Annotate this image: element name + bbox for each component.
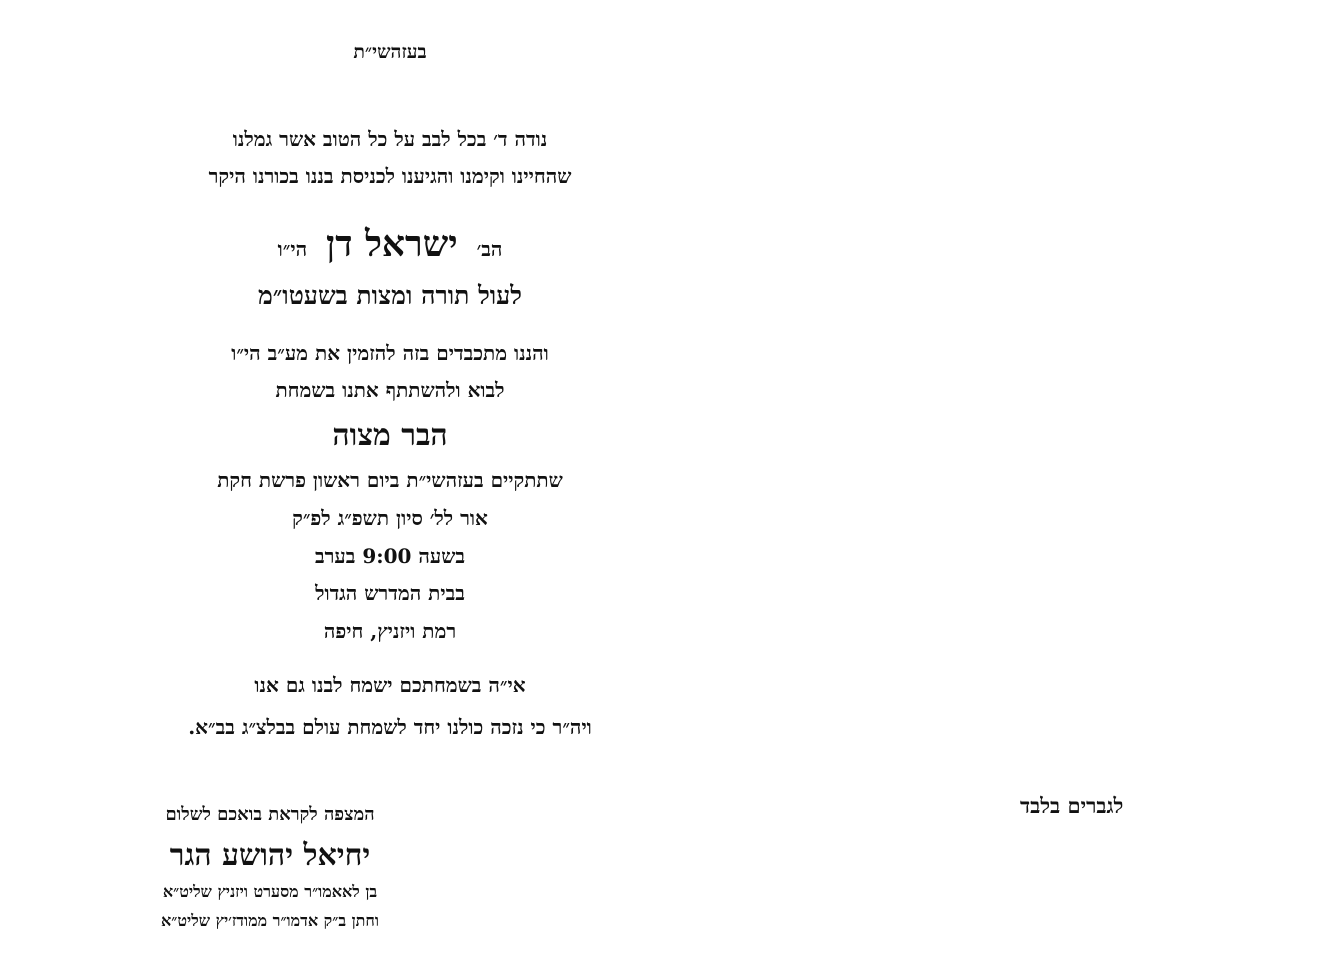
boy-name: ישראל דן <box>326 223 458 265</box>
event-venue: בבית המדרש הגדול <box>315 581 465 605</box>
signature-line-2: וחתן ב״ק אדמו״ר ממודז׳יץ שליט״א <box>161 911 379 930</box>
boy-name-prefix: הב׳ <box>476 237 503 261</box>
invitation-line-1: והננו מתכבדים בזה להזמין את מע״ב הי״ו <box>231 341 549 365</box>
blessing-line-2: ויה״ר כי נזכה כולנו יחד לשמחת עולם בבלצ״ג בב״א. <box>188 715 592 739</box>
event-date: אור לל׳ סיון תשפ״ג לפ״ק <box>292 506 488 530</box>
boy-name-line <box>277 223 503 265</box>
bsd-header: בעזהשי״ת <box>353 41 427 63</box>
intro-line-2: שהחיינו וקימנו והגיענו לכניסת בננו בכורנו היקר <box>208 164 572 188</box>
invitation-line-2: לבוא ולהשתתף אתנו בשמחת <box>275 378 505 402</box>
event-time: בשעה 9:00 בערב <box>314 544 466 568</box>
intro-line-1: נודה ד׳ בכל לבב על כל הטוב אשר גמלנו <box>232 127 548 151</box>
event-location: רמת ויזניץ, חיפה <box>323 619 457 643</box>
signature-line-1: בן לאאמו״ר מסערט ויזניץ שליט״א <box>162 882 378 901</box>
boy-name-suffix: הי״ו <box>277 237 308 261</box>
men-only-note: לגברים בלבד <box>1020 793 1124 818</box>
blessing-line-1: אי״ה בשמחתכם ישמח לבנו גם אנו <box>254 673 526 697</box>
signature-name: יחיאל יהושע הגר <box>169 838 371 873</box>
event-day: שתתקיים בעזהשי״ת ביום ראשון פרשת חקת <box>217 468 563 492</box>
signature-intro: המצפה לקראת בואכם לשלום <box>165 804 375 825</box>
occasion-line: לעול תורה ומצות בשעטו״מ <box>257 281 523 310</box>
event-title: הבר מצוה <box>332 418 448 453</box>
